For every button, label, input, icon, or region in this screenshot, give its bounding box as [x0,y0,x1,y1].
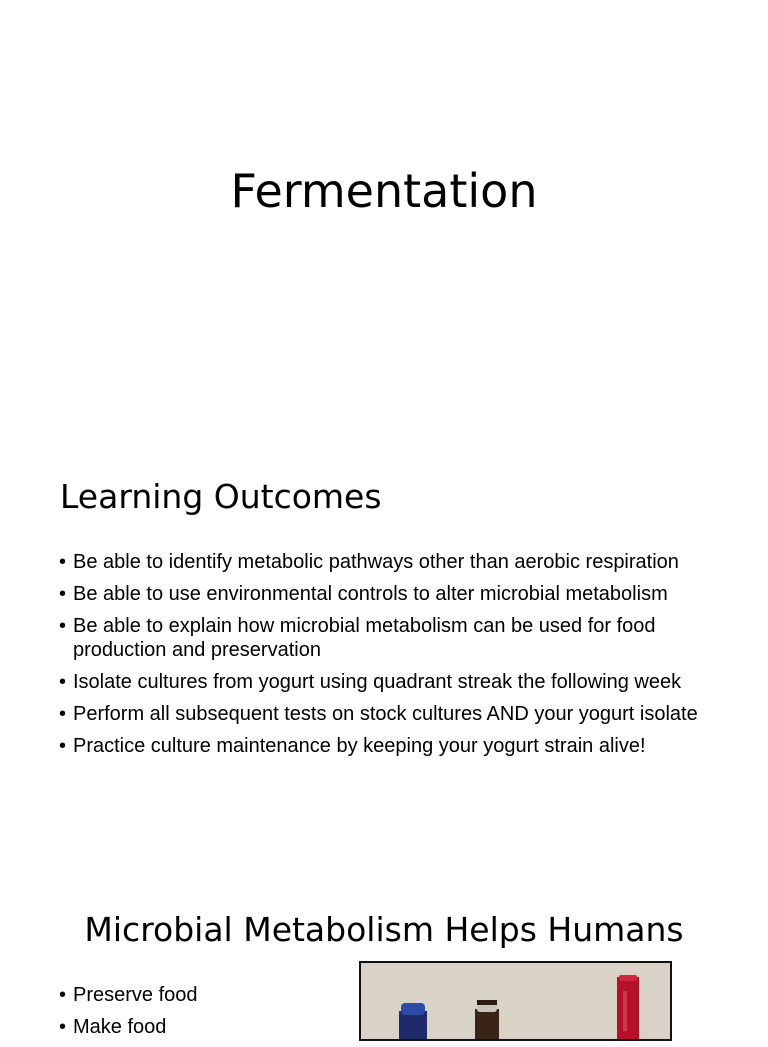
list-item [59,983,349,1007]
bullet-icon: • [59,703,67,725]
bullet-icon: • [59,984,67,1006]
learning-outcomes-list [59,550,719,766]
list-item [59,550,719,574]
bullet-icon: • [59,615,67,637]
list-item-text: Preserve food [73,984,198,1006]
bullet-icon: • [59,551,67,573]
bullet-icon: • [59,735,67,757]
list-item-text: Make food [73,1016,167,1038]
list-item-text: Perform all subsequent tests on stock cultures AND your yogurt isolate [73,703,698,725]
list-item-text: Isolate cultures from yogurt using quadrant streak the following week [73,671,682,693]
bullet-icon: • [59,583,67,605]
list-item-text: Practice culture maintenance by keeping your yogurt strain alive! [73,735,646,757]
list-item [59,670,719,694]
bottles-photo [359,961,672,1041]
list-item [59,582,719,606]
list-item-text: Be able to identify metabolic pathways other than aerobic respiration [73,551,679,573]
list-item [59,614,719,662]
list-item-text: Be able to use environmental controls to alter microbial metabolism [73,583,668,605]
list-item-text: Be able to explain how microbial metabolism can be used for food production and preservation [73,615,656,661]
bullet-icon: • [59,1016,67,1038]
list-item [59,702,719,726]
list-item [59,734,719,758]
uses-list [59,983,349,1047]
bullet-icon: • [59,671,67,693]
learning-outcomes-heading: Learning Outcomes [60,477,382,516]
list-item [59,1015,349,1039]
slide-title: Fermentation [230,164,538,218]
microbial-metabolism-heading: Microbial Metabolism Helps Humans [84,910,684,949]
bottles-illustration [361,963,670,1039]
